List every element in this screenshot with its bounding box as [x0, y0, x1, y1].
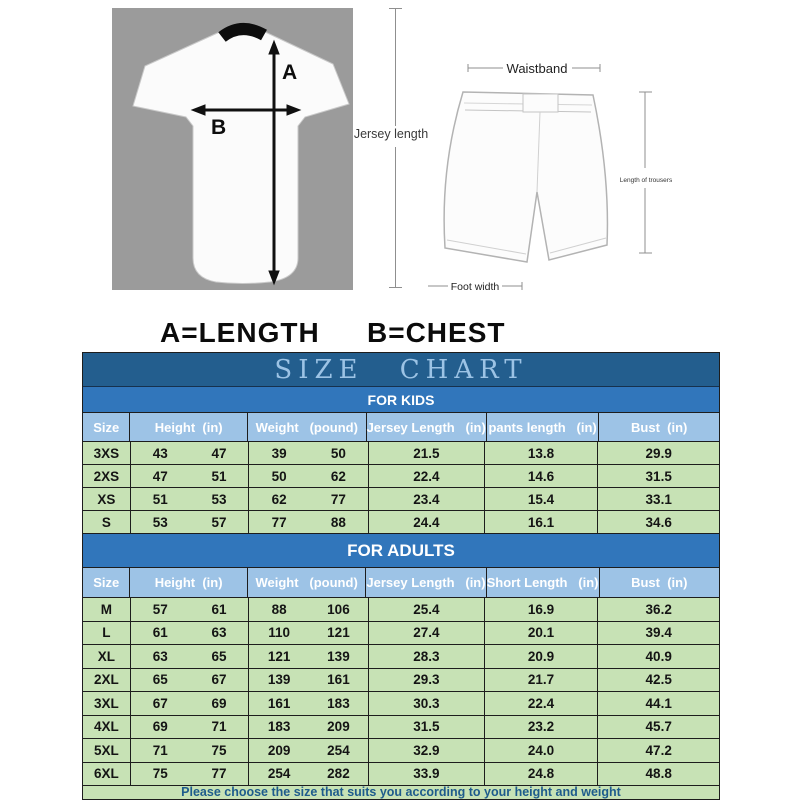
legend-b-chest: B=CHEST	[367, 317, 506, 348]
table-cell-value: 71	[152, 742, 168, 758]
table-cell-value: 62	[330, 468, 346, 484]
table-cell-value: 77	[271, 514, 287, 530]
table-cell: 14.6	[485, 465, 599, 487]
table-cell-value: 282	[327, 766, 350, 782]
table-cell-value: 69	[152, 719, 168, 735]
table-cell-value: 183	[327, 695, 350, 711]
header-cell: Size	[83, 568, 130, 597]
table-cell-value: 183	[267, 719, 291, 735]
size-chart-table	[82, 352, 720, 800]
table-cell	[131, 692, 250, 715]
table-row	[83, 442, 719, 465]
table-cell-value: 110	[268, 625, 291, 641]
table-cell: 2XS	[83, 465, 131, 487]
table-row	[83, 488, 719, 511]
table-cell: 23.2	[485, 716, 599, 739]
table-cell	[249, 669, 369, 692]
header-cell: Jersey Length (in)	[366, 568, 486, 597]
table-row	[83, 465, 719, 488]
table-cell: 36.2	[598, 598, 719, 621]
table-cell-value: 75	[152, 766, 168, 782]
table-cell	[131, 669, 250, 692]
header-cell: Short Length (in)	[487, 568, 600, 597]
table-cell-value: 61	[211, 601, 227, 617]
trousers-length-label: Length of trousers	[619, 177, 673, 184]
table-cell: 29.9	[598, 442, 719, 464]
table-cell-value: 69	[211, 695, 227, 711]
header-cell: Bust (in)	[599, 413, 719, 441]
shorts-drawing	[420, 50, 690, 300]
table-cell-value: 139	[327, 648, 350, 664]
table-row	[83, 645, 719, 669]
table-cell-value: 65	[211, 648, 227, 664]
table-cell-value: 53	[152, 514, 168, 530]
header-cell: Jersey Length (in)	[367, 413, 487, 441]
table-cell: 3XL	[83, 692, 131, 715]
foot-width-label: Foot width	[450, 281, 500, 293]
table-cell: 22.4	[369, 465, 485, 487]
jersey-photo	[112, 8, 353, 290]
header-cell: Size	[83, 413, 130, 441]
header-cell: Height (in)	[130, 413, 248, 441]
section-banner-kids: FOR KIDS	[83, 387, 719, 413]
table-cell: 21.5	[369, 442, 485, 464]
table-cell: 28.3	[369, 645, 485, 668]
table-cell-value: 88	[271, 601, 287, 617]
table-cell-value: 47	[211, 445, 227, 461]
table-cell-value: 71	[211, 719, 227, 735]
table-cell: S	[83, 511, 131, 533]
table-row	[83, 622, 719, 646]
table-cell-value: 67	[211, 672, 227, 688]
table-cell: 21.7	[485, 669, 599, 692]
table-cell: 47.2	[598, 739, 719, 762]
size-chart-footer: Please choose the size that suits you according to your height and weight	[83, 786, 719, 799]
table-cell	[249, 763, 369, 786]
size-chart-title: SIZE CHART	[83, 353, 719, 387]
table-cell-value: 50	[330, 445, 346, 461]
table-row	[83, 739, 719, 763]
header-cell: Weight (pound)	[248, 568, 367, 597]
table-cell-value: 43	[152, 445, 168, 461]
table-cell	[249, 716, 369, 739]
table-cell: 34.6	[598, 511, 719, 533]
table-cell	[249, 739, 369, 762]
table-cell: 3XS	[83, 442, 131, 464]
header-cell: Height (in)	[130, 568, 248, 597]
table-cell	[249, 598, 369, 621]
table-cell: 24.4	[369, 511, 485, 533]
table-cell	[249, 488, 369, 510]
table-cell: 22.4	[485, 692, 599, 715]
table-cell: 40.9	[598, 645, 719, 668]
table-cell: 27.4	[369, 622, 485, 645]
table-cell	[249, 442, 369, 464]
table-cell	[131, 488, 250, 510]
table-cell-value: 75	[211, 742, 227, 758]
table-cell: 6XL	[83, 763, 131, 786]
table-cell: 16.1	[485, 511, 599, 533]
table-row	[83, 511, 719, 534]
header-cell: pants length (in)	[487, 413, 600, 441]
table-cell	[131, 598, 250, 621]
header-cell: Bust (in)	[600, 568, 719, 597]
legend-a-length: A=LENGTH	[160, 317, 320, 348]
table-cell-value: 106	[327, 601, 350, 617]
table-cell: 30.3	[369, 692, 485, 715]
table-cell: 24.8	[485, 763, 599, 786]
table-cell-value: 47	[152, 468, 168, 484]
table-cell: 2XL	[83, 669, 131, 692]
table-row	[83, 669, 719, 693]
table-cell: 31.5	[369, 716, 485, 739]
table-row	[83, 763, 719, 787]
table-cell: 29.3	[369, 669, 485, 692]
jersey-length-line-lower	[395, 147, 396, 287]
jersey-drawing	[112, 8, 353, 290]
table-cell: XL	[83, 645, 131, 668]
table-cell: 4XL	[83, 716, 131, 739]
table-cell-value: 88	[330, 514, 346, 530]
table-cell	[249, 622, 369, 645]
table-cell: 15.4	[485, 488, 599, 510]
section-banner-adults: FOR ADULTS	[83, 534, 719, 568]
table-cell	[131, 739, 250, 762]
table-cell-value: 51	[211, 468, 227, 484]
table-cell-value: 65	[152, 672, 168, 688]
adults-header-row	[83, 568, 719, 598]
table-cell: 39.4	[598, 622, 719, 645]
table-cell-value: 77	[211, 766, 227, 782]
table-cell: 48.8	[598, 763, 719, 786]
header-cell: Weight (pound)	[248, 413, 367, 441]
table-cell-value: 62	[271, 491, 287, 507]
table-cell: 45.7	[598, 716, 719, 739]
table-cell: 20.1	[485, 622, 599, 645]
table-cell: 33.1	[598, 488, 719, 510]
table-cell: 23.4	[369, 488, 485, 510]
table-cell: 25.4	[369, 598, 485, 621]
table-cell: 5XL	[83, 739, 131, 762]
table-cell: 42.5	[598, 669, 719, 692]
table-cell-value: 161	[267, 695, 291, 711]
table-cell: 32.9	[369, 739, 485, 762]
table-cell: 13.8	[485, 442, 599, 464]
table-cell: L	[83, 622, 131, 645]
table-cell-value: 209	[267, 742, 291, 758]
table-cell	[131, 763, 250, 786]
table-cell: 33.9	[369, 763, 485, 786]
kids-header-row	[83, 413, 719, 442]
table-cell-value: 77	[330, 491, 346, 507]
table-cell	[249, 511, 369, 533]
table-cell-value: 63	[211, 625, 227, 641]
table-cell: XS	[83, 488, 131, 510]
table-cell-value: 121	[267, 648, 291, 664]
table-cell	[249, 692, 369, 715]
table-cell	[249, 645, 369, 668]
table-row	[83, 716, 719, 740]
table-cell-value: 50	[271, 468, 287, 484]
table-cell-value: 61	[152, 625, 168, 641]
table-cell: 44.1	[598, 692, 719, 715]
table-row	[83, 598, 719, 622]
jersey-length-tick-bottom	[389, 287, 402, 288]
kids-rows	[83, 442, 719, 534]
table-cell	[131, 442, 250, 464]
table-cell-value: 63	[152, 648, 168, 664]
jersey-length-line-upper	[395, 8, 396, 126]
table-cell-value: 139	[267, 672, 291, 688]
table-cell	[131, 511, 250, 533]
measurement-diagrams	[0, 0, 800, 310]
table-cell	[131, 622, 250, 645]
waistband-label: Waistband	[506, 61, 568, 76]
table-cell-value: 51	[152, 491, 168, 507]
table-cell: 20.9	[485, 645, 599, 668]
table-cell: 31.5	[598, 465, 719, 487]
table-cell-value: 67	[152, 695, 168, 711]
table-cell	[131, 465, 250, 487]
table-cell-value: 39	[271, 445, 287, 461]
label-a: A	[282, 61, 298, 84]
table-row	[83, 692, 719, 716]
table-cell-value: 161	[327, 672, 350, 688]
table-cell	[249, 465, 369, 487]
fly-patch	[523, 94, 558, 112]
table-cell	[131, 716, 250, 739]
jersey-length-label: Jersey length	[353, 127, 429, 141]
table-cell-value: 254	[267, 766, 291, 782]
table-cell-value: 57	[152, 601, 168, 617]
table-cell	[131, 645, 250, 668]
table-cell-value: 57	[211, 514, 227, 530]
table-cell: 24.0	[485, 739, 599, 762]
table-cell-value: 121	[327, 625, 350, 641]
trousers-length-dimension	[639, 92, 652, 253]
adults-rows	[83, 598, 719, 786]
table-cell-value: 53	[211, 491, 227, 507]
table-cell-value: 254	[327, 742, 350, 758]
table-cell: 16.9	[485, 598, 599, 621]
table-cell-value: 209	[327, 719, 350, 735]
shorts-shape	[444, 92, 607, 262]
table-cell: M	[83, 598, 131, 621]
label-b: B	[211, 116, 227, 139]
